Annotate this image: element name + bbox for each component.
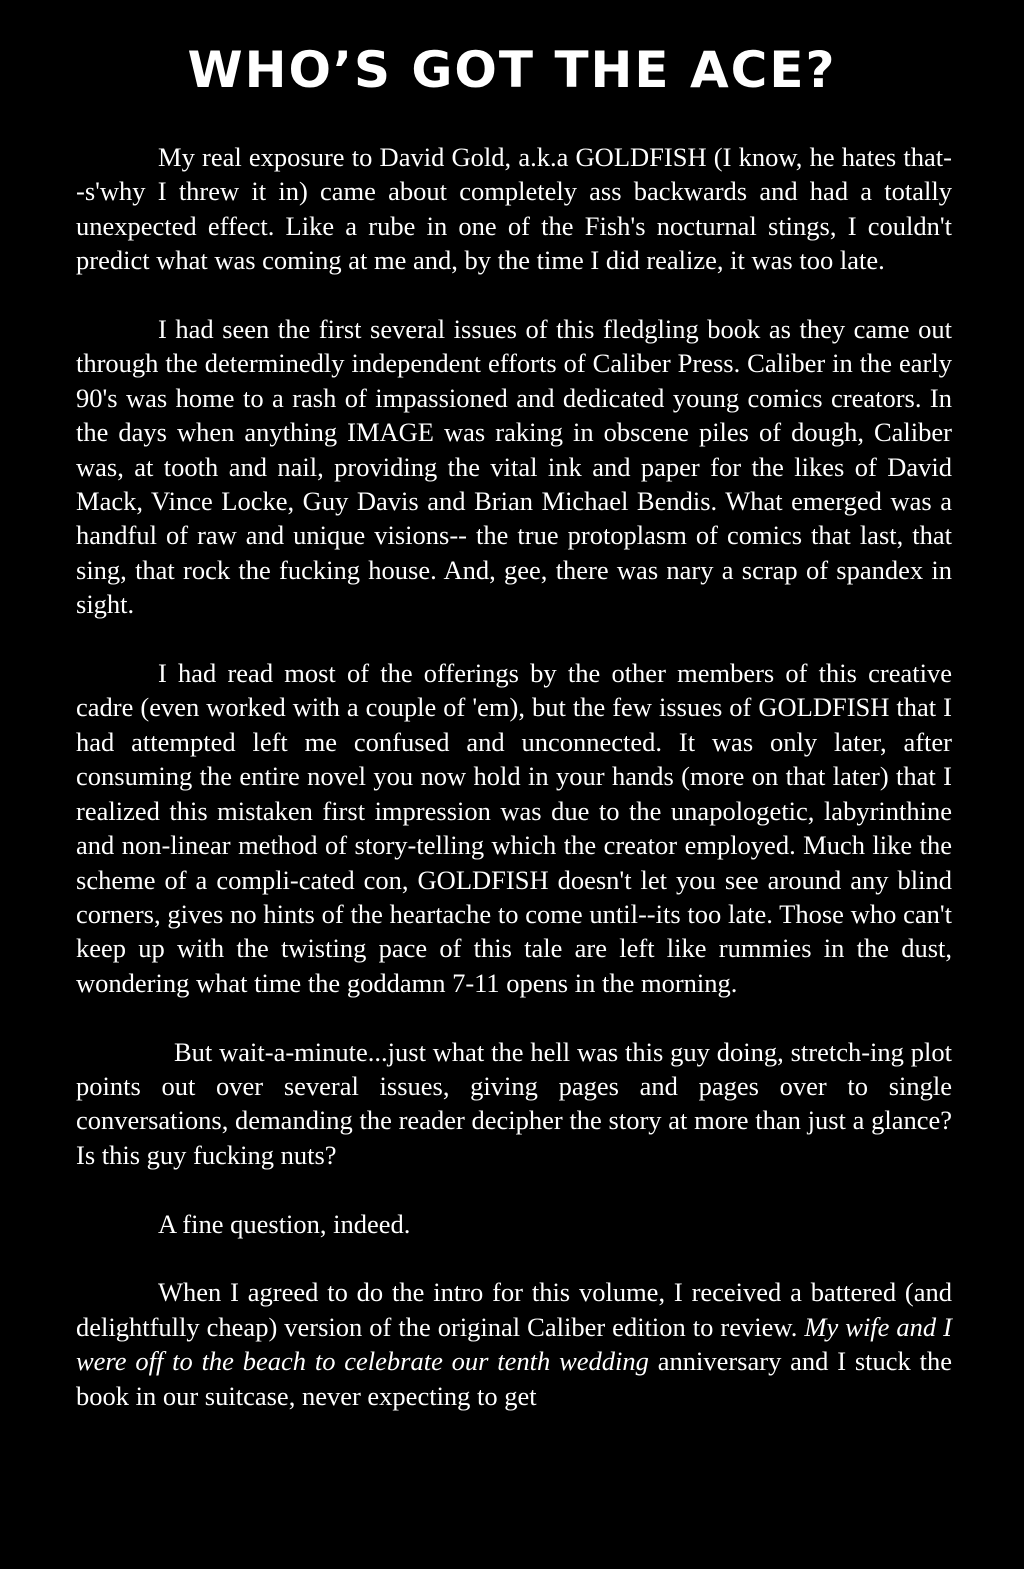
paragraph-3: I had read most of the offerings by the other members of this creative cadre (even worked with a couple of 'em), but the few issues of GOLDFISH that I had attempted left me confused and unconnected. It was only later, after consuming the entire novel you now hold in your hands (more on that later) that I realized this mistaken first impression was due to the unapologetic, labyrinthine and non-linear method of story-telling which the creator employed. Much like the scheme of a compli-cated con, GOLDFISH doesn't let you see around any blind corners, gives no hints of the heartache to come until--its too late. Those who can't keep up with the twisting pace of this tale are left like rummies in the dust, wondering what time the goddamn 7-11 opens in the morning. <box>76 658 952 998</box>
paragraph-4: But wait-a-minute...just what the hell was this guy doing, stretch-ing plot points out over several issues, giving pages and pages over to single conversations, demanding the reader decipher the story at more than just a glance? Is this guy fucking nuts? <box>76 1036 952 1170</box>
paragraph-2: I had seen the first several issues of this fledgling book as they came out through the determinedly independent efforts of Caliber Press. Caliber in the early 90's was home to a rash of impassioned and dedicated young comics creators. In the days when anything IMAGE was raking in obscene piles of dough, Caliber was, at tooth and nail, providing the vital ink and paper for the likes of David Mack, Vince Locke, Guy Davis and Brian Michael Bendis. What emerged was a handful of raw and unique visions-- the true protoplasm of comics that last, that sing, that rock the fucking house. And, gee, there was nary a scrap of spandex in sight. <box>76 314 952 620</box>
paragraph-6 <box>76 1275 952 1413</box>
paragraph-1: My real exposure to David Gold, a.k.a GOLDFISH (I know, he hates that--s'why I threw it in) came about completely ass backwards and had a totally unexpected effect. Like a rube in one of the Fish's nocturnal stings, I couldn't predict what was coming at me and, by the time I did realize, it was too late. <box>76 142 952 276</box>
article-body <box>76 140 952 1447</box>
paragraph-5: A fine question, indeed. <box>158 1208 411 1239</box>
paragraph-6-text: When I agreed to do the intro for this volume, I received a battered (and delightfully cheap) version of the original Caliber edition to review. <box>76 1277 952 1342</box>
paragraph-6-italic: My wife and I were off to the beach to celebrate our tenth wedding <box>76 1311 953 1377</box>
paragraph-6-text-end: anniversary and I stuck the book in our suitcase, never expecting to get <box>76 1346 952 1411</box>
page-title: WHO’S GOT THE ACE? <box>187 41 837 99</box>
